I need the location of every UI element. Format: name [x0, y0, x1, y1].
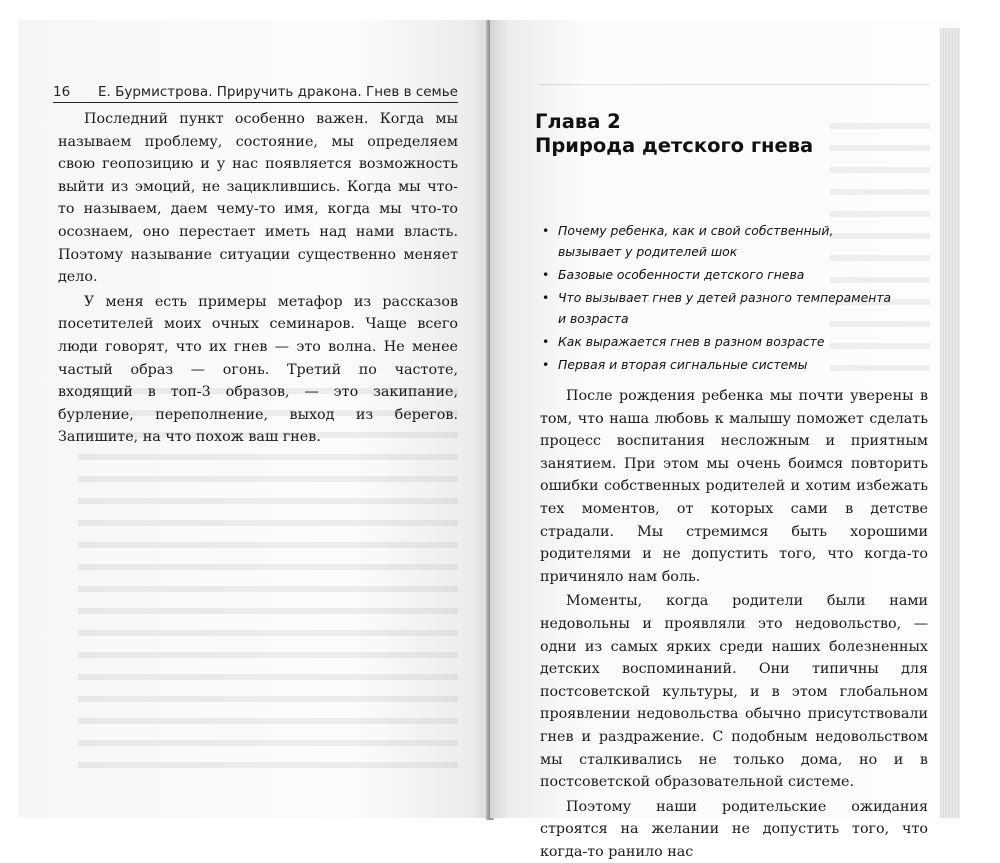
chapter-label: Глава 2: [535, 110, 621, 133]
list-item: • Первая и вторая сигнальные системы: [540, 354, 900, 375]
list-item: • Базовые особенности детского гнева: [540, 264, 900, 285]
chapter-title: Природа детского гнева: [535, 134, 814, 157]
left-running-header: [53, 84, 458, 103]
running-head: Е. Бурмистрова. Приручить дракона. Гнев в семье: [97, 84, 458, 100]
paragraph: Моменты, когда родители были нами недовольны и проявляли это недовольство, — одни из самых ярких среди наших болезненных детских воспоминаний. Они типичны для постсоветской культуры, и в этом глобальном проявлении недовольства обычно присутствовали гнев и раздражение. С подобным недовольством мы сталкивались не только дома, но и в постсоветской образовательной системе.: [540, 593, 928, 791]
bleed-through-header: [540, 82, 930, 85]
chapter-topics-list: [540, 220, 900, 377]
list-item: • Почему ребенка, как и свой собственный, вызывает у родителей шок: [540, 220, 900, 262]
page-number: 16: [53, 84, 71, 100]
paragraph: У меня есть примеры метафор из рассказов посетителей моих очных семинаров. Чаще всего люди говорят, что их гнев — это волна. Не менее частый образ — огонь. Третий по частоте, входящий в топ-3 образов, — это закипание, бурление, переполнение, выход из берегов. Запишите, на что похож ваш гнев.: [58, 293, 458, 446]
open-book: [18, 20, 980, 860]
list-item: • Как выражается гнев в разном возрасте: [540, 331, 900, 352]
list-item: • Что вызывает гнев у детей разного темперамента и возраста: [540, 287, 900, 329]
paragraph: Последний пункт особенно важен. Когда мы называем проблему, состояние, мы определяем свою геопозицию и у нас появляется возможность выйти из эмоций, не зациклившись. Когда мы что-то называем, даем чему-то имя, когда мы что-то осознаем, оно перестает иметь над нами власть. Поэтому называние ситуации существенно меняет дело.: [58, 111, 458, 286]
right-page: [490, 20, 960, 860]
bleed-through-text: [78, 380, 458, 780]
page-stack-edge: [940, 28, 960, 818]
chapter-heading: [535, 110, 935, 158]
right-body-text: [540, 385, 928, 863]
left-page: [18, 20, 490, 818]
paragraph: После рождения ребенка мы почти уверены в том, что наша любовь к малышу поможет сделать процесс воспитания несложным и приятным занятием. При этом мы очень боимся повторить ошибки собственных родителей и хотим избежать тех моментов, от которых сами в детстве страдали. Мы стремимся быть хорошими родителями и не допустить того, что когда-то причиняло нам боль.: [540, 388, 928, 585]
paragraph: Поэтому наши родительские ожидания строятся на желании не допустить того, что когда-то ранило нас: [540, 798, 928, 860]
